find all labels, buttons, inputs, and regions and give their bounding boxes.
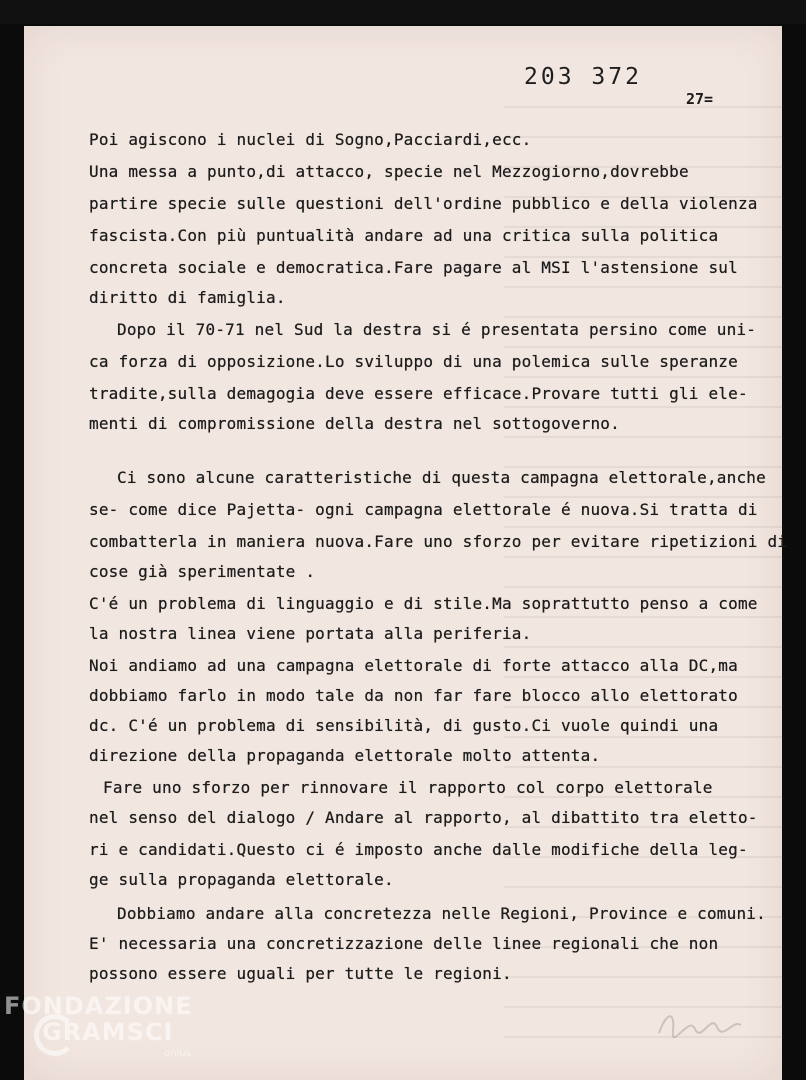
- text-line: ge sulla propaganda elettorale.: [89, 870, 394, 889]
- fondazione-gramsci-logo: [4, 992, 204, 1072]
- text-line: Poi agiscono i nuclei di Sogno,Pacciardi,ecc.: [89, 130, 532, 149]
- faded-signature: [655, 1005, 745, 1041]
- archive-number: 203 372: [524, 64, 642, 90]
- text-line: C'é un problema di linguaggio e di stile.Ma soprattutto penso a come: [89, 594, 758, 613]
- text-line: concreta sociale e democratica.Fare pagare al MSI l'astensione sul: [89, 258, 738, 277]
- text-line: Una messa a punto,di attacco, specie nel Mezzogiorno,dovrebbe: [89, 162, 689, 181]
- text-line: nel senso del dialogo / Andare al rapporto, al dibattito tra eletto-: [89, 808, 758, 827]
- text-line: Fare uno sforzo per rinnovare il rapporto col corpo elettorale: [103, 778, 713, 797]
- text-line: possono essere uguali per tutte le regioni.: [89, 964, 512, 983]
- text-line: combatterla in maniera nuova.Fare uno sforzo per evitare ripetizioni di: [89, 532, 788, 551]
- text-line: direzione della propaganda elettorale molto attenta.: [89, 746, 601, 765]
- text-line: dobbiamo farlo in modo tale da non far fare blocco allo elettorato: [89, 686, 738, 705]
- logo-line-1: FONDAZIONE: [4, 992, 193, 1020]
- text-line: E' necessaria una concretizzazione delle linee regionali che non: [89, 934, 719, 953]
- text-line: menti di compromissione della destra nel sottogoverno.: [89, 414, 620, 433]
- text-line: cose già sperimentate .: [89, 562, 316, 581]
- logo-subtitle: onlus: [164, 1048, 191, 1059]
- text-line: Noi andiamo ad una campagna elettorale di forte attacco alla DC,ma: [89, 656, 738, 675]
- text-line: Dobbiamo andare alla concretezza nelle Regioni, Province e comuni.: [117, 904, 766, 923]
- text-line: ca forza di opposizione.Lo sviluppo di una polemica sulle speranze: [89, 352, 738, 371]
- text-line: diritto di famiglia.: [89, 288, 286, 307]
- text-line: dc. C'é un problema di sensibilità, di gusto.Ci vuole quindi una: [89, 716, 719, 735]
- page-number-mark: 27=: [686, 90, 714, 108]
- logo-line-2: GRAMSCI: [42, 1018, 174, 1046]
- text-line: se- come dice Pajetta- ogni campagna elettorale é nuova.Si tratta di: [89, 500, 758, 519]
- text-line: partire specie sulle questioni dell'ordine pubblico e della violenza: [89, 194, 758, 213]
- text-line: ri e candidati.Questo ci é imposto anche dalle modifiche della leg-: [89, 840, 748, 859]
- text-line: tradite,sulla demagogia deve essere efficace.Provare tutti gli ele-: [89, 384, 748, 403]
- text-line: Ci sono alcune caratteristiche di questa campagna elettorale,anche: [117, 468, 766, 487]
- text-line: fascista.Con più puntualità andare ad una critica sulla politica: [89, 226, 719, 245]
- text-line: la nostra linea viene portata alla periferia.: [89, 624, 532, 643]
- top-border: [0, 0, 806, 24]
- text-line: Dopo il 70-71 nel Sud la destra si é presentata persino come uni-: [117, 320, 757, 339]
